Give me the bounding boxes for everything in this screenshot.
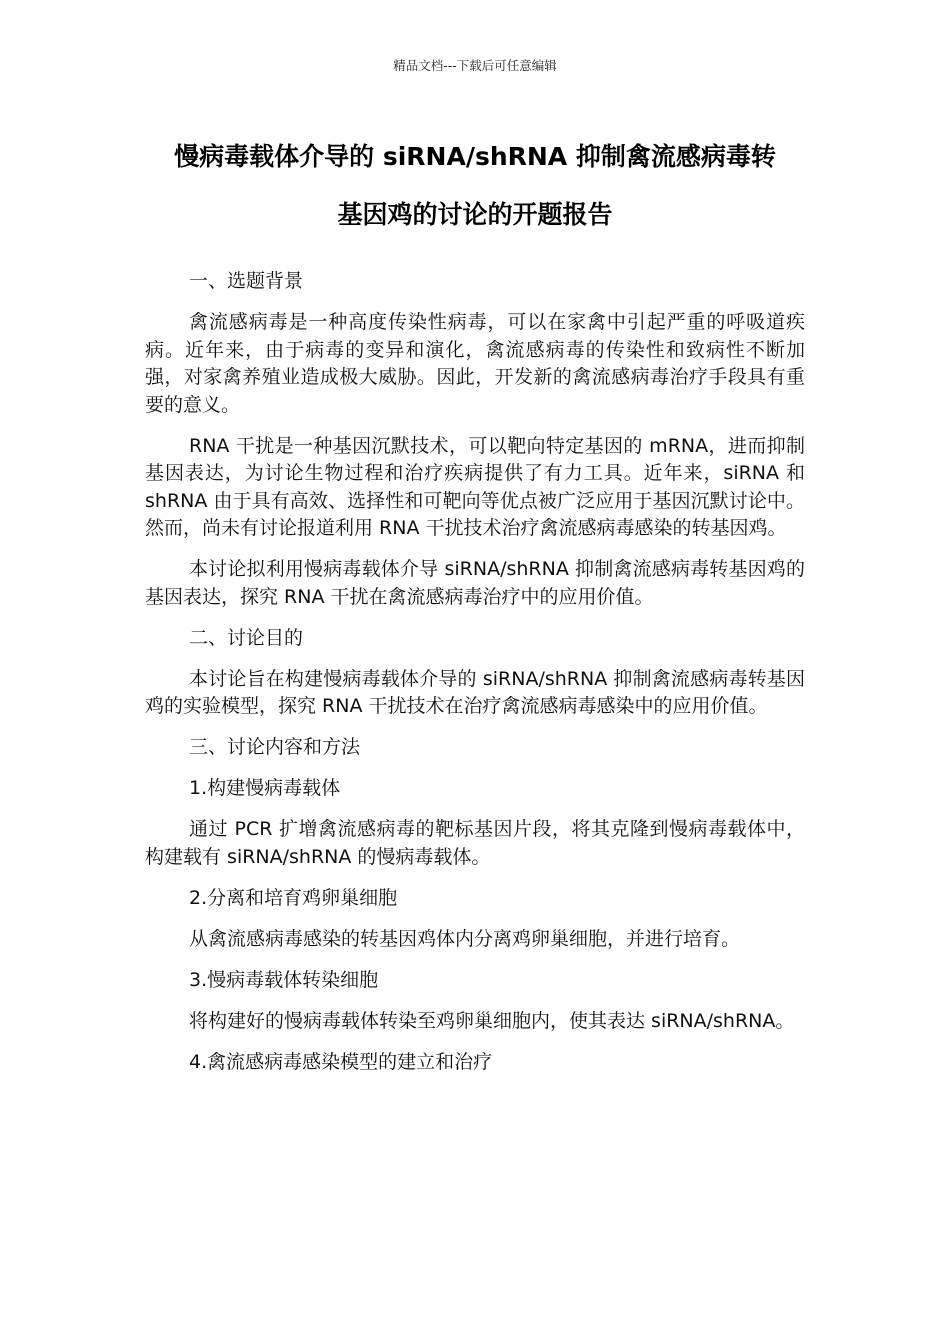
paragraph-background-1: 禽流感病毒是一种高度传染性病毒，可以在家禽中引起严重的呼吸道疾病。近年来，由于病毒的变异和演化，禽流感病毒的传染性和致病性不断加强，对家禽养殖业造成极大威胁。因此，开发新的禽流感病毒治疗手段具有重要的意义。 [145,311,805,416]
paragraph-background-2: RNA 干扰是一种基因沉默技术，可以靶向特定基因的 mRNA，进而抑制基因表达，为讨论生物过程和治疗疾病提供了有力工具。近年来，siRNA 和 shRNA 由于具有高效、选择性和可靶向等优点被广泛应用于基因沉默讨论中。然而，尚未有讨论报道利用 RNA 干扰技术治疗禽流感病毒感染的转基因鸡。 [145,434,805,539]
subheading-isolate-cells: 2.分离和培育鸡卵巢细胞 [189,886,398,909]
page-header-note: 精品文档---下载后可任意编辑 [393,58,557,73]
document-title-line-2: 基因鸡的讨论的开题报告 [337,200,613,229]
subheading-construct-vector: 1.构建慢病毒载体 [189,777,341,799]
paragraph-isolate-cells: 从禽流感病毒感染的转基因鸡体内分离鸡卵巢细胞，并进行培育。 [189,927,741,950]
paragraph-construct-vector: 通过 PCR 扩增禽流感病毒的靶标基因片段，将其克隆到慢病毒载体中，构建载有 siRNA/shRNA 的慢病毒载体。 [145,818,805,868]
paragraph-purpose: 本讨论旨在构建慢病毒载体介导的 siRNA/shRNA 抑制禽流感病毒转基因鸡的实验模型，探究 RNA 干扰技术在治疗禽流感病毒感染中的应用价值。 [145,667,805,717]
section-heading-background: 一、选题背景 [189,270,304,292]
paragraph-background-3: 本讨论拟利用慢病毒载体介导 siRNA/shRNA 抑制禽流感病毒转基因鸡的基因表达，探究 RNA 干扰在禽流感病毒治疗中的应用价值。 [145,558,805,608]
document-body [145,268,805,1090]
document-title [120,128,830,244]
paragraph-transfection: 将构建好的慢病毒载体转染至鸡卵巢细胞内，使其表达 siRNA/shRNA。 [189,1009,795,1032]
subheading-infection-model: 4.禽流感病毒感染模型的建立和治疗 [189,1050,493,1073]
document-title-line-1: 慢病毒载体介导的 siRNA/shRNA 抑制禽流感病毒转 [174,142,776,171]
subheading-transfection: 3.慢病毒载体转染细胞 [189,968,379,991]
section-heading-methods: 三、讨论内容和方法 [189,736,361,758]
section-heading-purpose: 二、讨论目的 [189,626,304,649]
